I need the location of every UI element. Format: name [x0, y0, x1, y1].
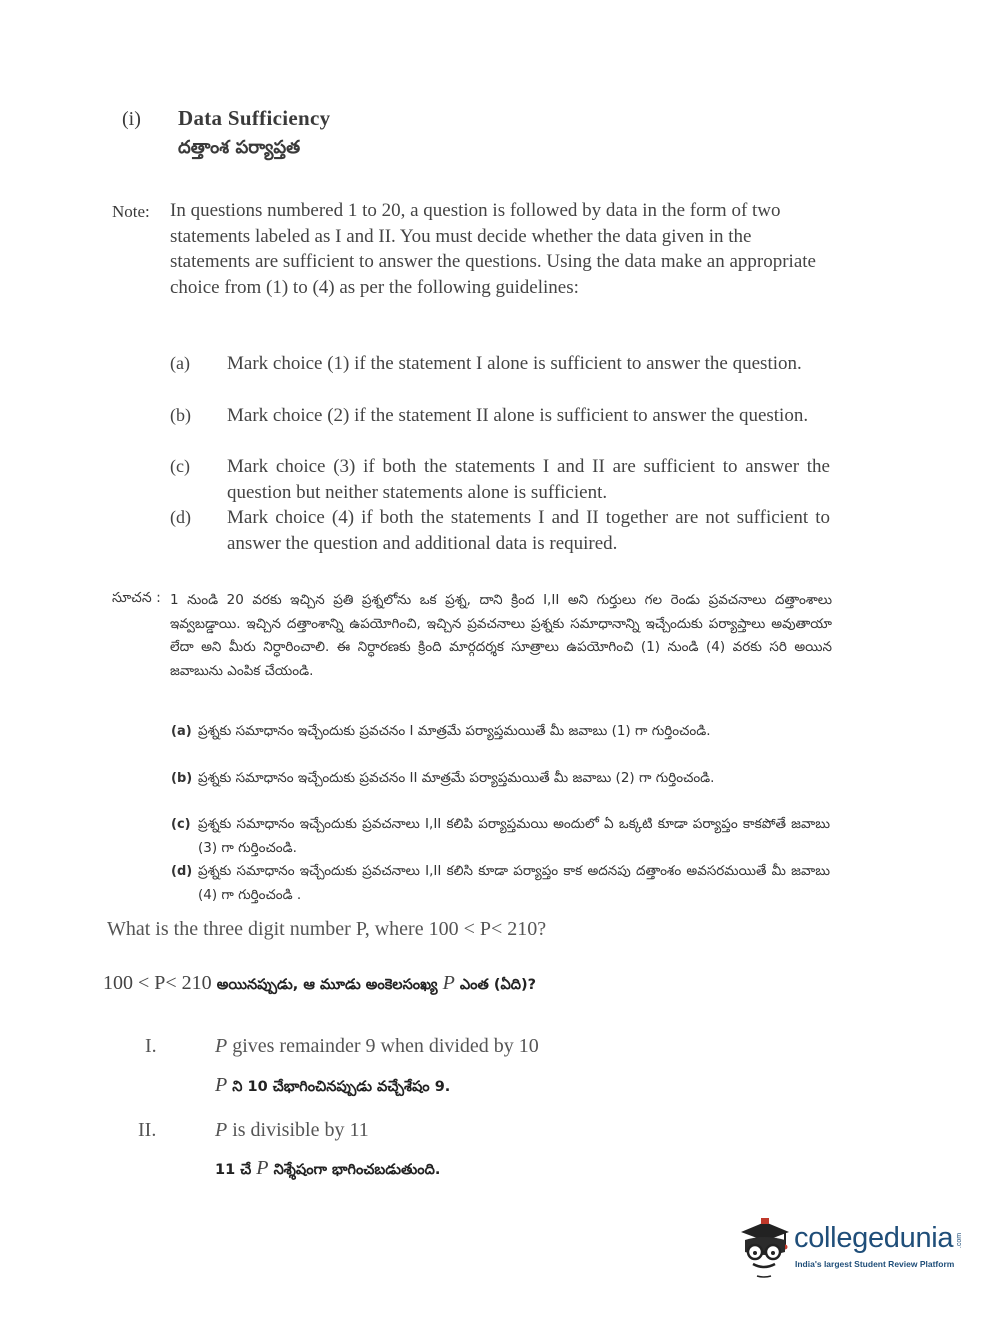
- logo-tagline: India's largest Student Review Platform: [795, 1259, 955, 1269]
- question-math: 100 < P< 210: [103, 972, 212, 994]
- question-var: P: [442, 972, 455, 994]
- note-te-option-text: ప్రశ్నకు సమాధానం ఇచ్చేందుకు ప్రవచనాలు I,II కలిసి కూడా పర్యాప్తం కాక అదనపు దత్తాంశం అవసరమయితే మీ జవాబు (4) గా గుర్తించండి .: [198, 863, 830, 903]
- statement-body: is divisible by 11: [227, 1119, 369, 1141]
- statement-te-body: నిశ్శేషంగా భాగించబడుతుంది.: [268, 1162, 441, 1178]
- logo-name: collegedunia: [794, 1222, 954, 1254]
- statement-number: II.: [138, 1119, 157, 1141]
- note-option-text: Mark choice (3) if both the statements I and II are sufficient to answer the question but neither statements alone is sufficient.: [227, 456, 830, 503]
- statement-body: gives remainder 9 when divided by 10: [227, 1035, 539, 1057]
- note-te-option-text: ప్రశ్నకు సమాధానం ఇచ్చేందుకు ప్రవచనం I మాత్రమే పర్యాప్తమయితే మీ జవాబు (1) గా గుర్తించండి.: [198, 723, 711, 739]
- statement-number: I.: [145, 1035, 157, 1057]
- statement-text-telugu: [215, 1157, 440, 1182]
- note-te-option-text: ప్రశ్నకు సమాధానం ఇచ్చేందుకు ప్రవచనం II మాత్రమే పర్యాప్తమయితే మీ జవాబు (2) గా గుర్తించండి.: [198, 770, 715, 786]
- note-text-telugu: 1 నుండి 20 వరకు ఇచ్చిన ప్రతి ప్రశ్నలోను ఒక ప్రశ్న, దాని క్రింద I,II అని గుర్తులు గల రెండు ప్రవచనాలు దత్తాంశాలు ఇవ్వబడ్డాయి. ఇచ్చిన దత్తాంశాన్ని ఉపయోగించి, ఇచ్చిన ప్రవచనాలు ప్రశ్నకు సమాధానాన్ని ఇచ్చేందుకు పర్యాప్తాలు అవుతాయా లేదా అని మీరు నిర్ధారించాలి. ఈ నిర్ధారణకు క్రింది మార్గదర్శక సూత్రాలు ఉపయోగించి (1) నుండి (4) వరకు సరి అయిన జవాబును ఎంపిక చేయండి.: [170, 592, 832, 679]
- statement-var: P: [215, 1035, 228, 1057]
- note-label: Note:: [112, 202, 150, 221]
- statement-te-var: P: [256, 1157, 269, 1179]
- note-label-telugu: సూచన :: [112, 590, 161, 606]
- section-number: (i): [122, 108, 141, 130]
- note-te-option-letter: (d): [171, 864, 193, 879]
- collegedunia-mascot-icon: [735, 1212, 795, 1282]
- logo-suffix: .com: [956, 1232, 964, 1249]
- statement-te-var: P: [215, 1074, 228, 1096]
- note-option-text: Mark choice (2) if the statement II alone is sufficient to answer the question.: [227, 405, 809, 426]
- note-option-letter: (b): [170, 405, 191, 425]
- statement-text: [215, 1035, 539, 1058]
- note-option-text: Mark choice (4) if both the statements I and II together are not sufficient to answer the question and additional data is required.: [227, 507, 830, 554]
- note-option-letter: (d): [170, 507, 191, 527]
- question-text: What is the three digit number P, where 100 < P< 210?: [107, 918, 547, 940]
- statement-text-telugu: [215, 1074, 450, 1099]
- section-title-telugu: దత్తాంశ పర్యాప్తత: [178, 137, 301, 158]
- question-text-telugu: [103, 972, 536, 997]
- statement-te-prefix: 11 చే: [215, 1162, 257, 1178]
- note-option-text: Mark choice (1) if the statement I alone is sufficient to answer the question.: [227, 353, 802, 374]
- note-te-option-text: ప్రశ్నకు సమాధానం ఇచ్చేందుకు ప్రవచనాలు I,II కలిపి పర్యాప్తమయి అందులో ఏ ఒక్కటి కూడా పర్యాప్తం కాకపోతే జవాబు (3) గా గుర్తించండి.: [198, 816, 830, 856]
- note-te-option-letter: (b): [171, 771, 193, 786]
- note-te-option-letter: (c): [171, 817, 191, 832]
- statement-var: P: [215, 1119, 228, 1141]
- question-te-part: అయినప్పుడు, ఆ మూడు అంకెలసంఖ్య: [211, 977, 443, 993]
- note-option-letter: (a): [170, 353, 190, 373]
- note-te-option-letter: (a): [171, 724, 192, 739]
- note-option-letter: (c): [170, 456, 190, 476]
- statement-te-body: ని 10 చేభాగించినప్పుడు వచ్చేశేషం 9.: [227, 1079, 451, 1095]
- note-text: In questions numbered 1 to 20, a question is followed by data in the form of two statements labeled as I and II. You must decide whether the data given in the statements are sufficient to answer the questions. Using the data make an appropriate choice from (1) to (4) as per the following guidelines:: [170, 200, 816, 298]
- section-title: Data Sufficiency: [178, 106, 331, 130]
- statement-text: [215, 1119, 369, 1142]
- question-te-end: ఎంత (ఏది)?: [454, 977, 537, 993]
